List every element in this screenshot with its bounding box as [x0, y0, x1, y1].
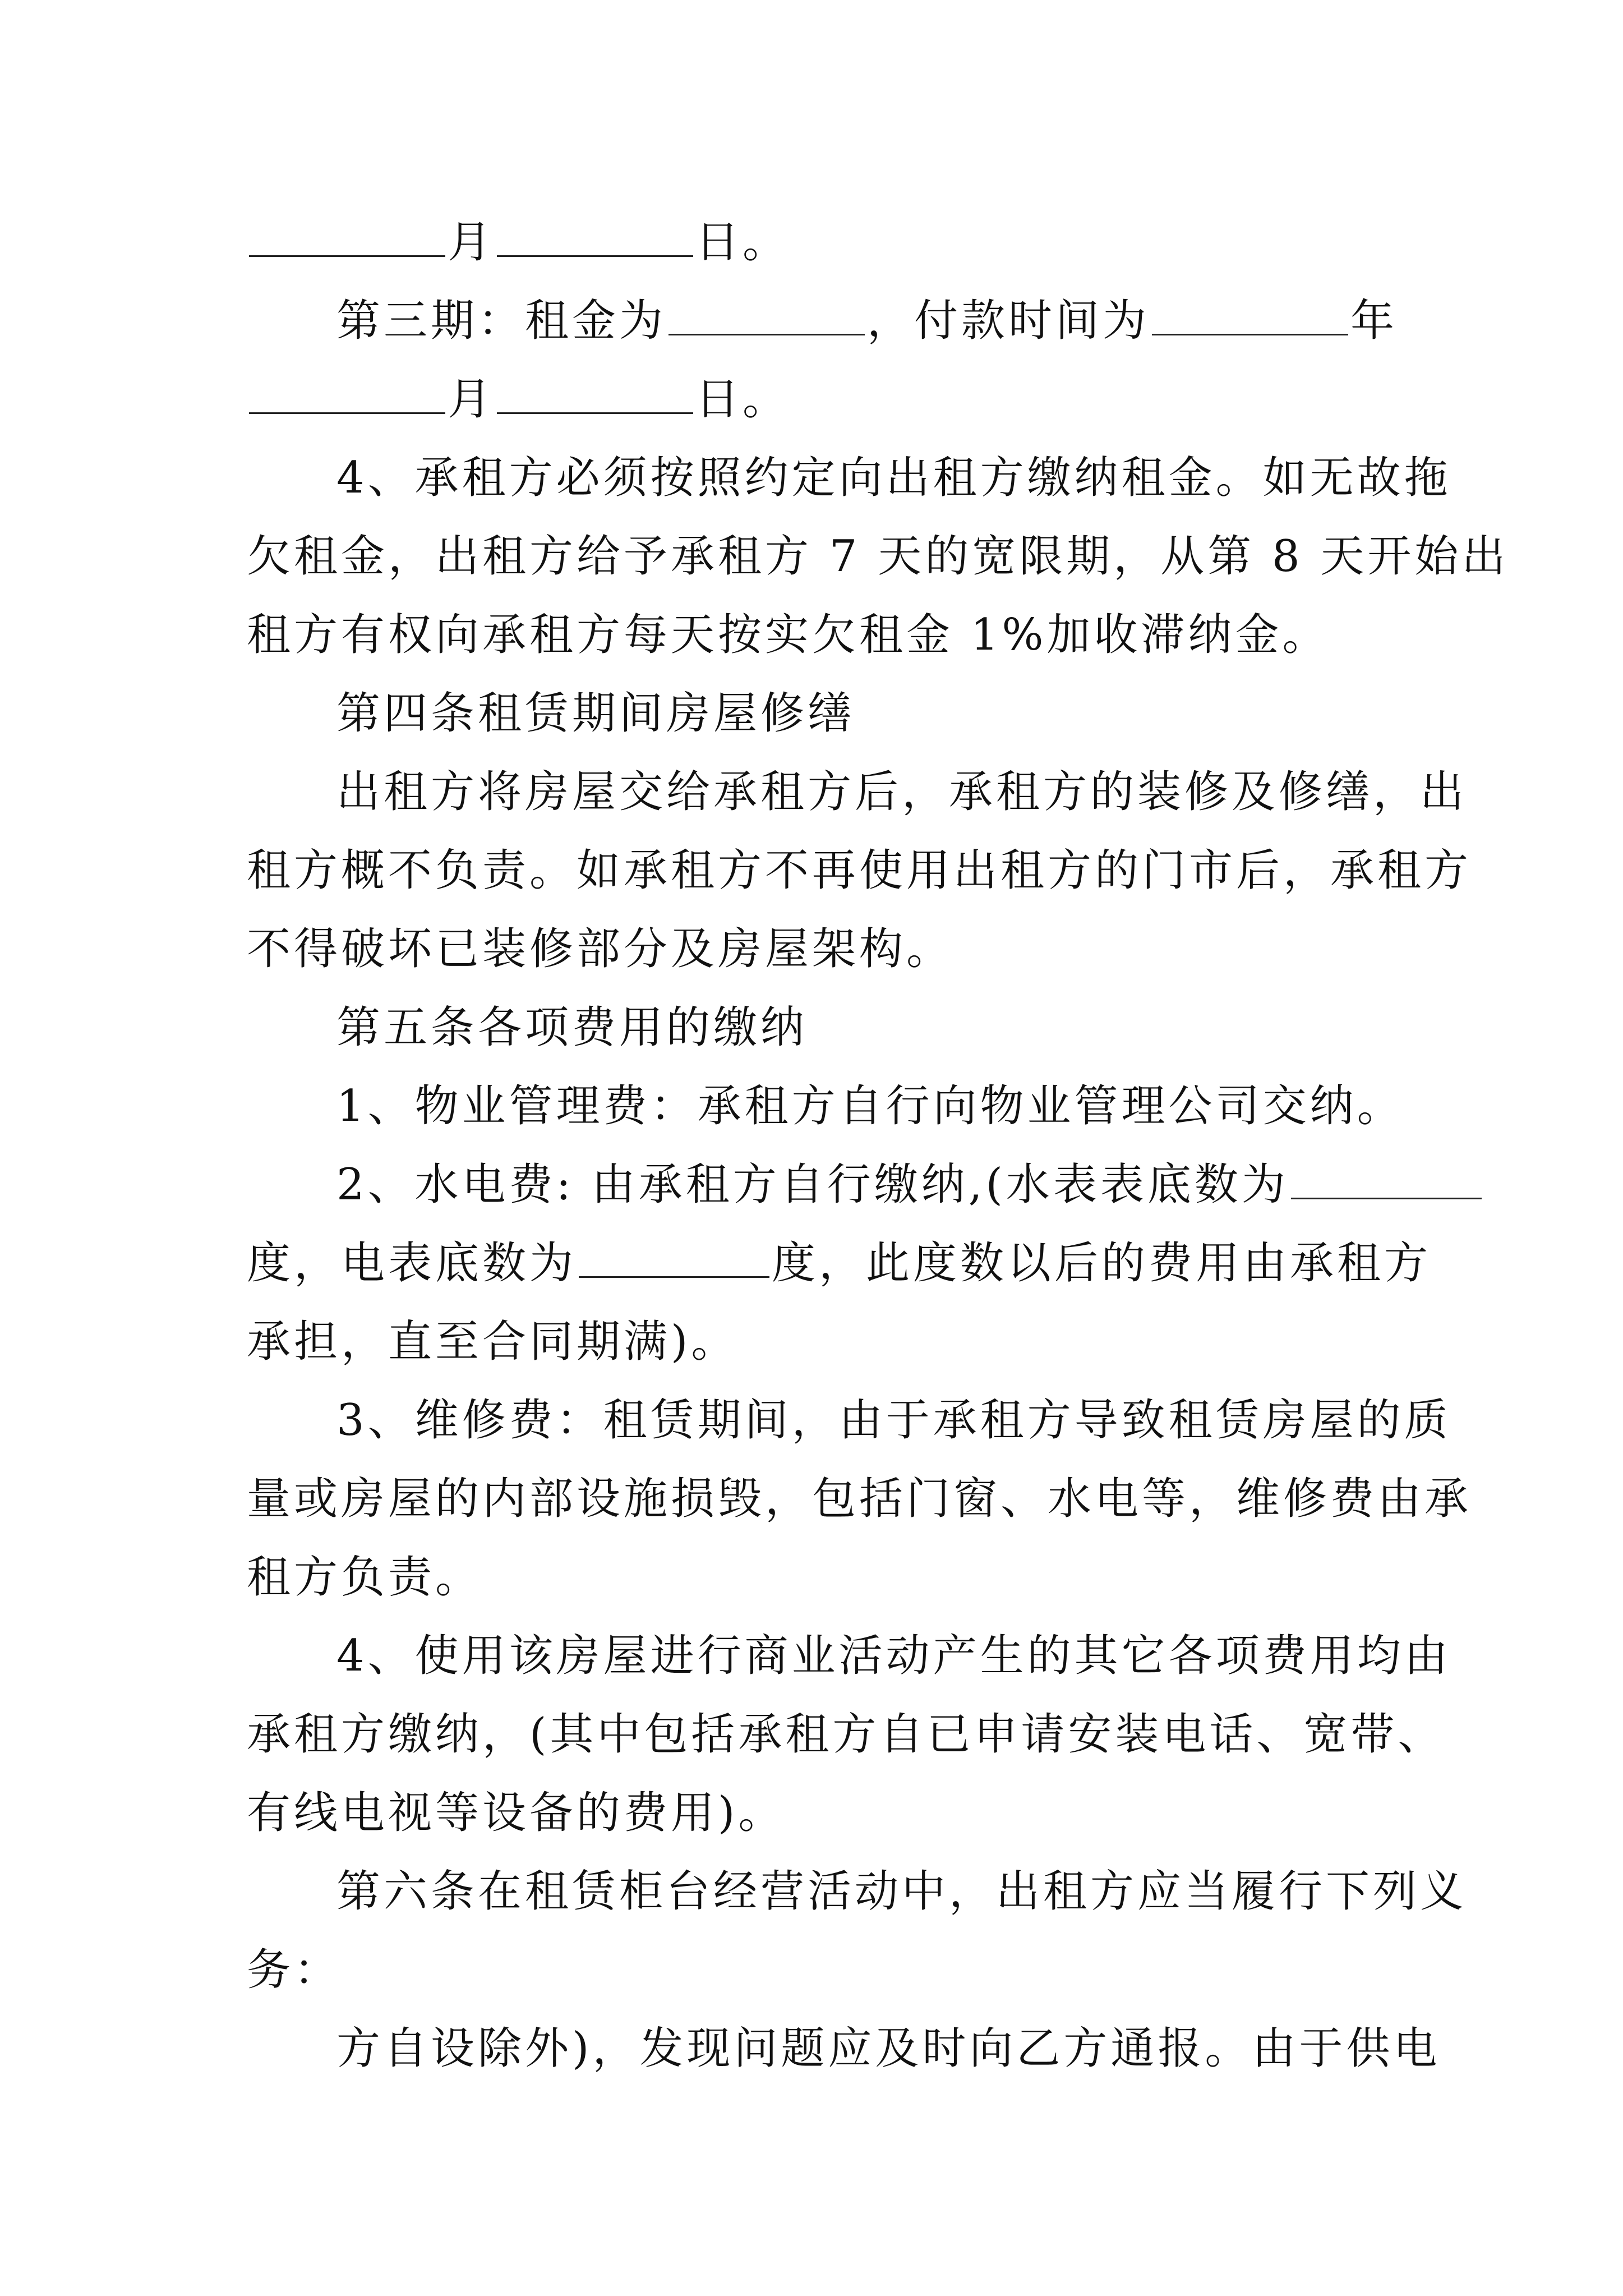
text-line-21: 有线电视等设备的费用)。	[247, 1788, 786, 1838]
text-line-15: 承担，直至合同期满)。	[247, 1317, 739, 1367]
blank-field	[668, 295, 865, 335]
text-line-2	[247, 287, 1398, 355]
blank-field	[1152, 295, 1348, 335]
text-line-3	[247, 366, 1391, 433]
section-heading-5: 第五条各项费用的缴纳	[336, 1002, 808, 1053]
text-line-5: 欠租金，出租方给予承租方 7 天的宽限期，从第 8 天开始出	[247, 531, 1509, 582]
text-line-1	[247, 209, 1391, 276]
text-line-9: 租方概不负责。如承租方不再使用出租方的门市后，承租方	[247, 845, 1472, 896]
section-heading-6: 第六条在租赁柜台经营活动中，出租方应当履行下列义	[336, 1866, 1468, 1917]
text-segment: 日。	[695, 374, 790, 425]
text-segment: ，付款时间为	[867, 296, 1150, 346]
text-segment: 月	[448, 374, 495, 425]
text-line-16: 3、维修费：租赁期间，由于承租方导致租赁房屋的质	[336, 1395, 1451, 1446]
text-line-13	[247, 1151, 1391, 1218]
section-heading-4: 第四条租赁期间房屋修缮	[336, 688, 855, 739]
text-line-24: 方自设除外)，发现问题应及时向乙方通报。由于供电	[336, 2023, 1441, 2074]
text-segment: 第三期：租金为	[336, 296, 667, 346]
text-line-20: 承租方缴纳，(其中包括承租方自已申请安装电话、宽带、	[247, 1709, 1445, 1760]
blank-field	[497, 373, 693, 414]
text-segment: 年	[1350, 296, 1398, 346]
text-line-18: 租方负责。	[247, 1552, 483, 1603]
blank-field	[249, 373, 445, 414]
blank-field	[497, 216, 693, 257]
text-line-17: 量或房屋的内部设施损毁，包括门窗、水电等，维修费由承	[247, 1474, 1472, 1524]
text-line-10: 不得破坏已装修部分及房屋架构。	[247, 924, 954, 974]
text-segment: 月	[448, 217, 495, 268]
text-segment: 度，电表底数为	[247, 1238, 577, 1289]
text-line-12: 1、物业管理费：承租方自行向物业管理公司交纳。	[336, 1081, 1404, 1131]
text-segment: 日。	[695, 217, 790, 268]
text-line-8: 出租方将房屋交给承租方后，承租方的装修及修缮，出	[336, 767, 1468, 817]
blank-field	[249, 216, 445, 257]
text-segment: 2、水电费: 由承租方自行缴纳,(水表表底数为	[336, 1159, 1289, 1210]
text-line-6: 租方有权向承租方每天按实欠租金 1%加收滞纳金。	[247, 610, 1330, 660]
blank-field	[579, 1237, 769, 1278]
text-line-19: 4、使用该房屋进行商业活动产生的其它各项费用均由	[336, 1631, 1451, 1681]
text-line-14	[247, 1230, 1432, 1297]
text-line-4: 4、承租方必须按照约定向出租方缴纳租金。如无故拖	[336, 453, 1451, 503]
blank-field	[1291, 1158, 1482, 1199]
text-line-23: 务：	[247, 1945, 342, 1995]
text-segment: 度，此度数以后的费用由承租方	[772, 1238, 1432, 1289]
